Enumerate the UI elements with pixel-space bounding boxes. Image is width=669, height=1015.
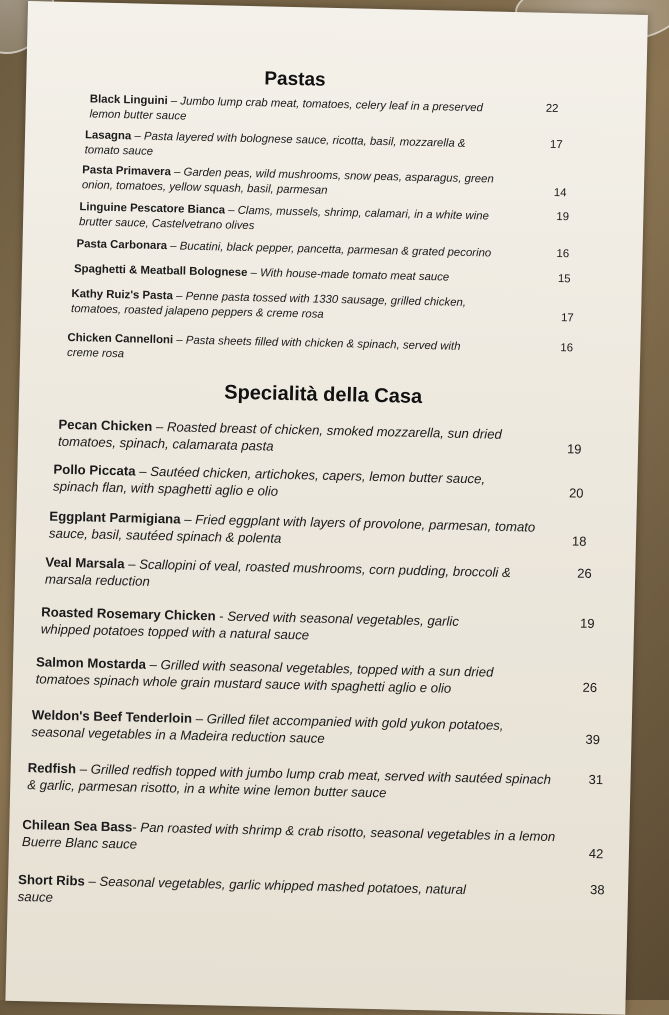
item-description: Roasted breast of chicken, smoked mozzarella, sun dried tomatoes, spinach, calamarata pasta: [57, 419, 503, 454]
item-price: 26: [577, 565, 592, 581]
item-price: 31: [588, 771, 604, 788]
item-name: Pecan Chicken: [58, 416, 153, 434]
item-price: 22: [545, 102, 559, 116]
item-description: Grilled with seasonal vegetables, topped with a sun dried tomatoes spinach whole grain mustard sauce with spaghetti aglio e olio: [35, 657, 494, 696]
item-price: 19: [556, 211, 570, 224]
item-description: Penne pasta tossed with 1330 sausage, grilled chicken, tomatoes, roasted jalapeno peppers & creme rosa: [70, 290, 467, 321]
item-name: Kathy Ruiz's Pasta: [71, 288, 174, 303]
item-description: Pasta sheets filled with chicken & spinach, served with creme rosa: [66, 334, 461, 361]
item-name: Weldon's Beef Tenderloin: [31, 707, 193, 726]
item-price: 16: [560, 342, 574, 355]
menu-item: Lasagna – Pasta layered with bolognese sauce, ricotta, basil, mozzarella & tomato sauce: [84, 129, 466, 158]
section-title-pastas: Pastas: [264, 68, 326, 91]
item-price: 19: [566, 441, 582, 457]
menu-item: Salmon Mostarda – Grilled with seasonal vegetables, topped with a sun dried tomatoes spinach whole grain mustard sauce with spaghetti aglio e olio: [35, 654, 494, 696]
menu-item: Spaghetti & Meatball Bolognese – With house-made tomato meat sauce: [73, 263, 450, 284]
menu-item: Eggplant Parmigiana – Fried eggplant with layers of provolone, parmesan, tomato sauce, basil, sautéed spinach & polenta: [48, 508, 536, 546]
item-price: 14: [553, 186, 567, 200]
item-price: 15: [557, 273, 571, 286]
item-description: Pasta layered with bolognese sauce, ricotta, basil, mozzarella & tomato sauce: [84, 130, 466, 158]
item-name: Redfish: [27, 760, 77, 777]
item-name: Veal Marsala: [45, 554, 125, 572]
item-name: Short Ribs: [17, 871, 85, 889]
section-title-specialita: Specialità della Casa: [223, 381, 423, 409]
menu-item: Veal Marsala – Scallopini of veal, roasted mushrooms, corn pudding, broccoli & marsala reduction: [44, 554, 511, 589]
item-name: Linguine Pescatore Bianca: [79, 201, 226, 217]
item-price: 19: [579, 615, 595, 631]
item-name: Pasta Primavera: [82, 164, 172, 179]
item-name: Pollo Piccata: [53, 461, 136, 479]
item-description: Sautéed chicken, artichokes, capers, lemon butter sauce, spinach flan, with spaghetti aglio e olio: [52, 463, 486, 499]
item-description: Grilled redfish topped with jumbo lump crab meat, served with sautéed spinach & garlic, parmesan risotto, in a white wine lemon butter sauce: [27, 761, 552, 801]
item-price: 18: [571, 533, 587, 549]
menu-page: [5, 1, 648, 1015]
menu-item: Redfish – Grilled redfish topped with jumbo lump crab meat, served with sautéed spinach & garlic, parmesan risotto, in a white wine lemon butter sauce: [27, 760, 552, 801]
item-price: 42: [588, 845, 604, 862]
item-name: Roasted Rosemary Chicken: [41, 604, 216, 624]
item-price: 26: [582, 679, 598, 696]
item-name: Chicken Cannelloni: [67, 331, 174, 347]
item-description: With house-made tomato meat sauce: [259, 267, 450, 284]
item-description: Scallopini of veal, roasted mushrooms, corn pudding, broccoli & marsala reduction: [44, 556, 511, 589]
menu-item: Chilean Sea Bass- Pan roasted with shrimp & crab risotto, seasonal vegetables in a lemon Buerre Blanc sauce: [21, 817, 556, 852]
item-price: 39: [585, 731, 601, 748]
menu-item: Pasta Primavera – Garden peas, wild mushrooms, snow peas, asparagus, green onion, tomatoes, yellow squash, basil, parmesan: [81, 164, 494, 197]
item-description: Seasonal vegetables, garlic whipped mashed potatoes, natural sauce: [17, 873, 467, 905]
item-price: 38: [589, 881, 605, 898]
item-price: 16: [556, 248, 570, 261]
item-description: Clams, mussels, shrimp, calamari, in a white wine brutter sauce, Castelvetrano olives: [78, 204, 490, 233]
item-description: Grilled filet accompanied with gold yukon potatoes, seasonal vegetables in a Madeira reduction sauce: [31, 711, 504, 746]
item-name: Lasagna: [84, 129, 132, 143]
menu-item: Chicken Cannelloni – Pasta sheets filled with chicken & spinach, served with creme rosa: [66, 331, 461, 361]
item-price: 20: [568, 485, 584, 501]
item-description: Pan roasted with shrimp & crab risotto, seasonal vegetables in a lemon Buerre Blanc sauce: [21, 819, 556, 852]
item-name: Salmon Mostarda: [35, 654, 147, 672]
item-description: Jumbo lump crab meat, tomatoes, celery leaf in a preserved lemon butter sauce: [89, 95, 484, 123]
menu-item: Pecan Chicken – Roasted breast of chicken, smoked mozzarella, sun dried tomatoes, spinach, calamarata pasta: [57, 416, 503, 454]
item-name: Eggplant Parmigiana: [49, 508, 181, 527]
item-name: Black Linguini: [89, 93, 168, 108]
item-description: Garden peas, wild mushrooms, snow peas, asparagus, green onion, tomatoes, yellow squash, basil, parmesan: [81, 166, 494, 197]
item-name: Spaghetti & Meatball Bolognese: [73, 263, 248, 280]
item-description: Bucatini, black pepper, pancetta, parmesan & grated pecorino: [179, 240, 492, 260]
item-description: Fried eggplant with layers of provolone, parmesan, tomato sauce, basil, sautéed spinach & polenta: [48, 511, 536, 546]
menu-item: Linguine Pescatore Bianca – Clams, mussels, shrimp, calamari, in a white wine brutter sauce, Castelvetrano olives: [78, 201, 490, 233]
item-price: 17: [549, 138, 563, 152]
item-name: Pasta Carbonara: [76, 238, 168, 253]
menu-item: Roasted Rosemary Chicken - Served with seasonal vegetables, garlic whipped potatoes topped with a natural sauce: [40, 604, 460, 643]
menu-item: Pollo Piccata – Sautéed chicken, artichokes, capers, lemon butter sauce, spinach flan, with spaghetti aglio e olio: [52, 461, 486, 499]
item-description: Served with seasonal vegetables, garlic whipped potatoes topped with a natural sauce: [40, 608, 460, 643]
menu-item: Weldon's Beef Tenderloin – Grilled filet accompanied with gold yukon potatoes, seasonal vegetables in a Madeira reduction sauce: [31, 707, 504, 746]
menu-item: Black Linguini – Jumbo lump crab meat, tomatoes, celery leaf in a preserved lemon butter sauce: [89, 93, 484, 123]
menu-item: Short Ribs – Seasonal vegetables, garlic whipped mashed potatoes, natural sauce: [17, 871, 467, 905]
item-price: 17: [560, 312, 574, 325]
menu-item: Kathy Ruiz's Pasta – Penne pasta tossed with 1330 sausage, grilled chicken, tomatoes, roasted jalapeno peppers & creme rosa: [70, 288, 467, 321]
menu-item: Pasta Carbonara – Bucatini, black pepper, pancetta, parmesan & grated pecorino: [76, 238, 492, 260]
item-name: Chilean Sea Bass: [22, 817, 133, 835]
